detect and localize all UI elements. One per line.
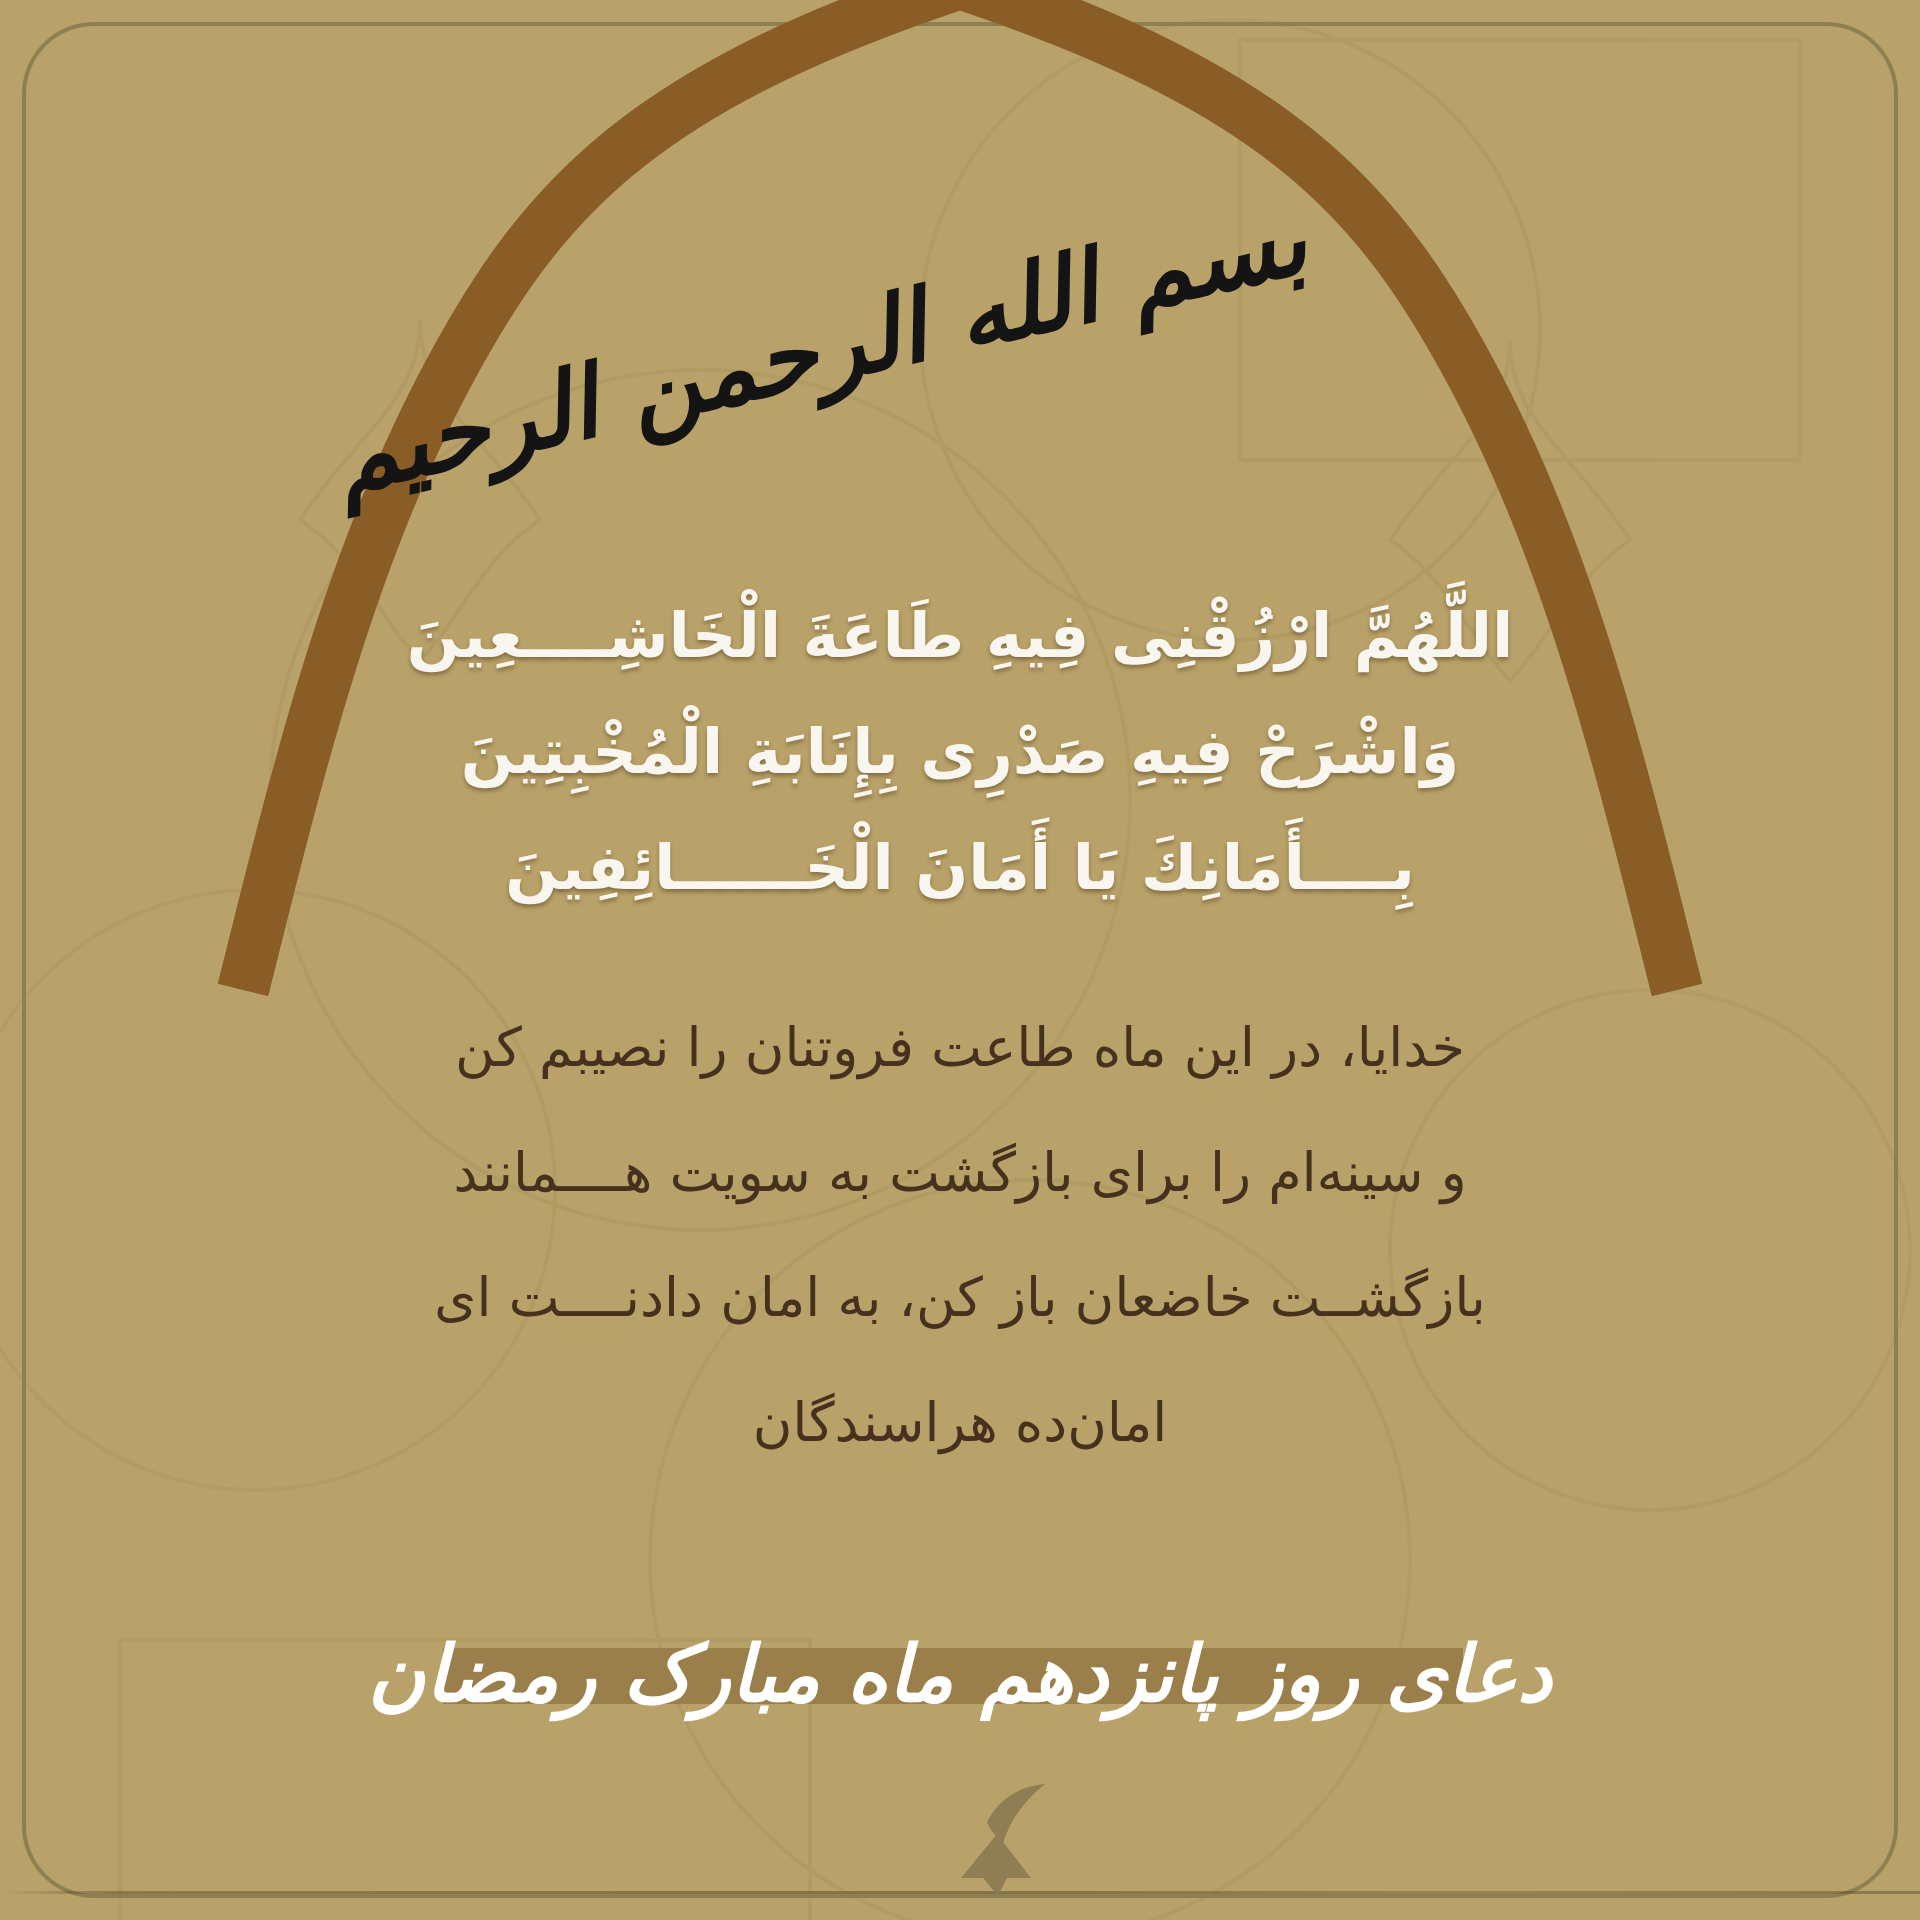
- persian-line-2: و سینه‌ام را برای بازگشت به سویت هــــمانند: [453, 1141, 1467, 1204]
- crescent-mountain-logo-icon: [895, 1778, 1065, 1913]
- arabic-prayer: [0, 578, 1920, 926]
- persian-translation: [0, 985, 1920, 1485]
- arabic-prayer-line-3: بِــــأَمَانِكَ يَا أَمَانَ الْخَــــــائِفِينَ: [505, 831, 1415, 904]
- arabic-prayer-line-2: وَاشْرَحْ فِيهِ صَدْرِى بِإِنَابَةِ الْمُخْبِتِينَ: [460, 715, 1460, 788]
- arabic-prayer-line-1: اللَّهُمَّ ارْزُقْنِى فِيهِ طَاعَةَ الْخَاشِــــعِينَ: [406, 599, 1514, 672]
- persian-line-3: بازگشــت خاضعان باز کن، به امان دادنــــت ای: [434, 1266, 1486, 1329]
- persian-line-1: خدایا، در این ماه طاعت فروتنان را نصیبم کن: [455, 1016, 1465, 1079]
- poster-title: دعای روز پانزدهم ماه مبارک رمضان: [368, 1630, 1552, 1720]
- bismillah-calligraphy: بسم الله الرحمن الرحيم: [322, 182, 1318, 518]
- persian-line-4: امان‌ده هراسندگان: [752, 1391, 1168, 1454]
